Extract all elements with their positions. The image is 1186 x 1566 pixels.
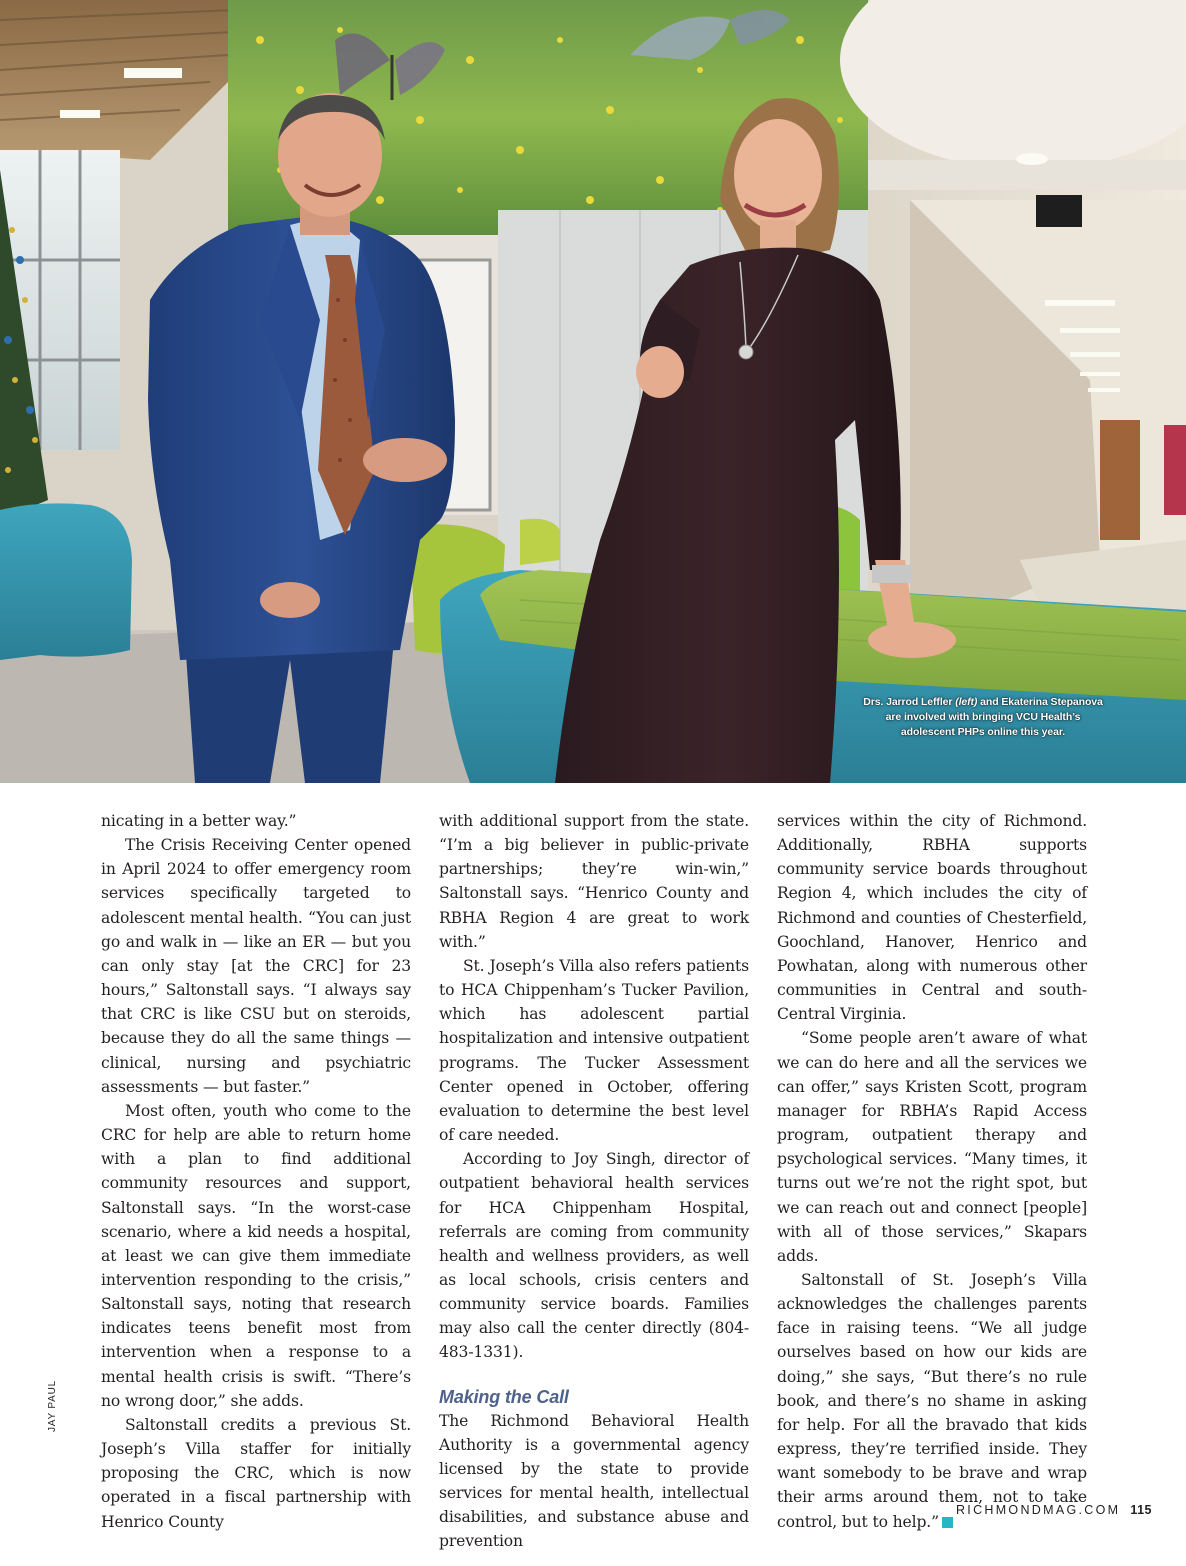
paragraph: Saltonstall credits a previous St. Joseph’s Villa staffer for initially proposing the CRC, which is now operated in a fiscal partnership with Henrico County [101,1415,411,1531]
text-column-2 [439,809,749,1554]
text-column-1 [101,809,411,1534]
folio-site: RICHMONDMAG.COM [955,1503,1121,1517]
paragraph: St. Joseph’s Villa also refers patients to HCA Chippenham’s Tucker Pavilion, which has adolescent partial hospitalization and intensive outpatient programs. The Tucker Assessment Center opened in October, offering evaluation to determine the best level of care needed. [439,956,749,1145]
paragraph: According to Joy Singh, director of outpatient behavioral health services for HCA Chippenham Hospital, referrals are coming from community health and wellness providers, as well as local schools, crisis centers and community service boards. Families may also call the center directly (804-483-1331). [439,1150,749,1362]
final-paragraph-text: Saltonstall of St. Joseph’s Villa acknowledges the challenges parents face in raising teens. “We all judge ourselves based on how our kids are doing,” she says, “But there’s no rule book, and there’s no shame in asking for help. For all the bravado that kids express, they’re terrified inside. They want somebody to be brave and wrap their arms around them, not to take control, but to help.” [777,1270,1087,1531]
section-subhead: Making the Call [439,1386,569,1407]
caption-text-cont: and Ekaterina Stepanova are involved with bringing VCU Health’s adolescent PHPs online this year. [885,696,1103,738]
paragraph: The Crisis Receiving Center opened in April 2024 to offer emergency room services specifically targeted to adolescent mental health. “You can just go and walk in — like an ER — but you can only stay [at the CRC] for 23 hours,” Saltonstall says. “I always say that CRC is like CSU but on steroids, because they do all the same things — clinical, nursing and psychiatric assessments — but faster.” [101,836,411,1096]
paragraph-final [777,1268,1087,1534]
caption-text: Drs. Jarrod Leffler [863,696,956,708]
caption-italic: (left) [955,696,978,708]
paragraph: The Richmond Behavioral Health Authority is a governmental agency licensed by the state to provide services for mental health, intellectual disabilities, and substance abuse and prevention [439,1411,749,1551]
end-mark-icon [942,1517,953,1528]
paragraph: nicating in a better way.” [101,812,297,830]
photo-credit: JAY PAUL [47,1380,58,1432]
photo-caption [858,695,1108,740]
text-column-3 [777,809,1087,1534]
page-number: 115 [1130,1503,1152,1517]
folio [956,1503,1152,1517]
paragraph: services within the city of Richmond. Additionally, RBHA supports community service boards throughout Region 4, which includes the city of Richmond and counties of Chesterfield, Goochland, Hanover, Henrico and Powhatan, along with numerous other communities in Central and south-Central Virginia. [777,812,1087,1024]
paragraph: “Some people aren’t aware of what we can do here and all the services we can offer,” says Kristen Scott, program manager for RBHA’s Rapid Access program, outpatient therapy and psychological services. “Many times, it turns out we’re not the right spot, but we can reach out and connect [people] with all of those services,” Skapars adds. [777,1029,1087,1265]
paragraph: Most often, youth who come to the CRC for help are able to return home with a plan to find additional community resources and support, Saltonstall says. “In the worst-case scenario, where a kid needs a hospital, at least we can give them immediate intervention responding to the crisis,” Saltonstall says, noting that research indicates teens benefit most from intervention when a response to a mental health crisis is swift. “There’s no wrong door,” she adds. [101,1101,411,1410]
paragraph: with additional support from the state. “I’m a big believer in public-private partnerships; they’re win-win,” Saltonstall says. “Henrico County and RBHA Region 4 are great to work with.” [439,812,749,951]
